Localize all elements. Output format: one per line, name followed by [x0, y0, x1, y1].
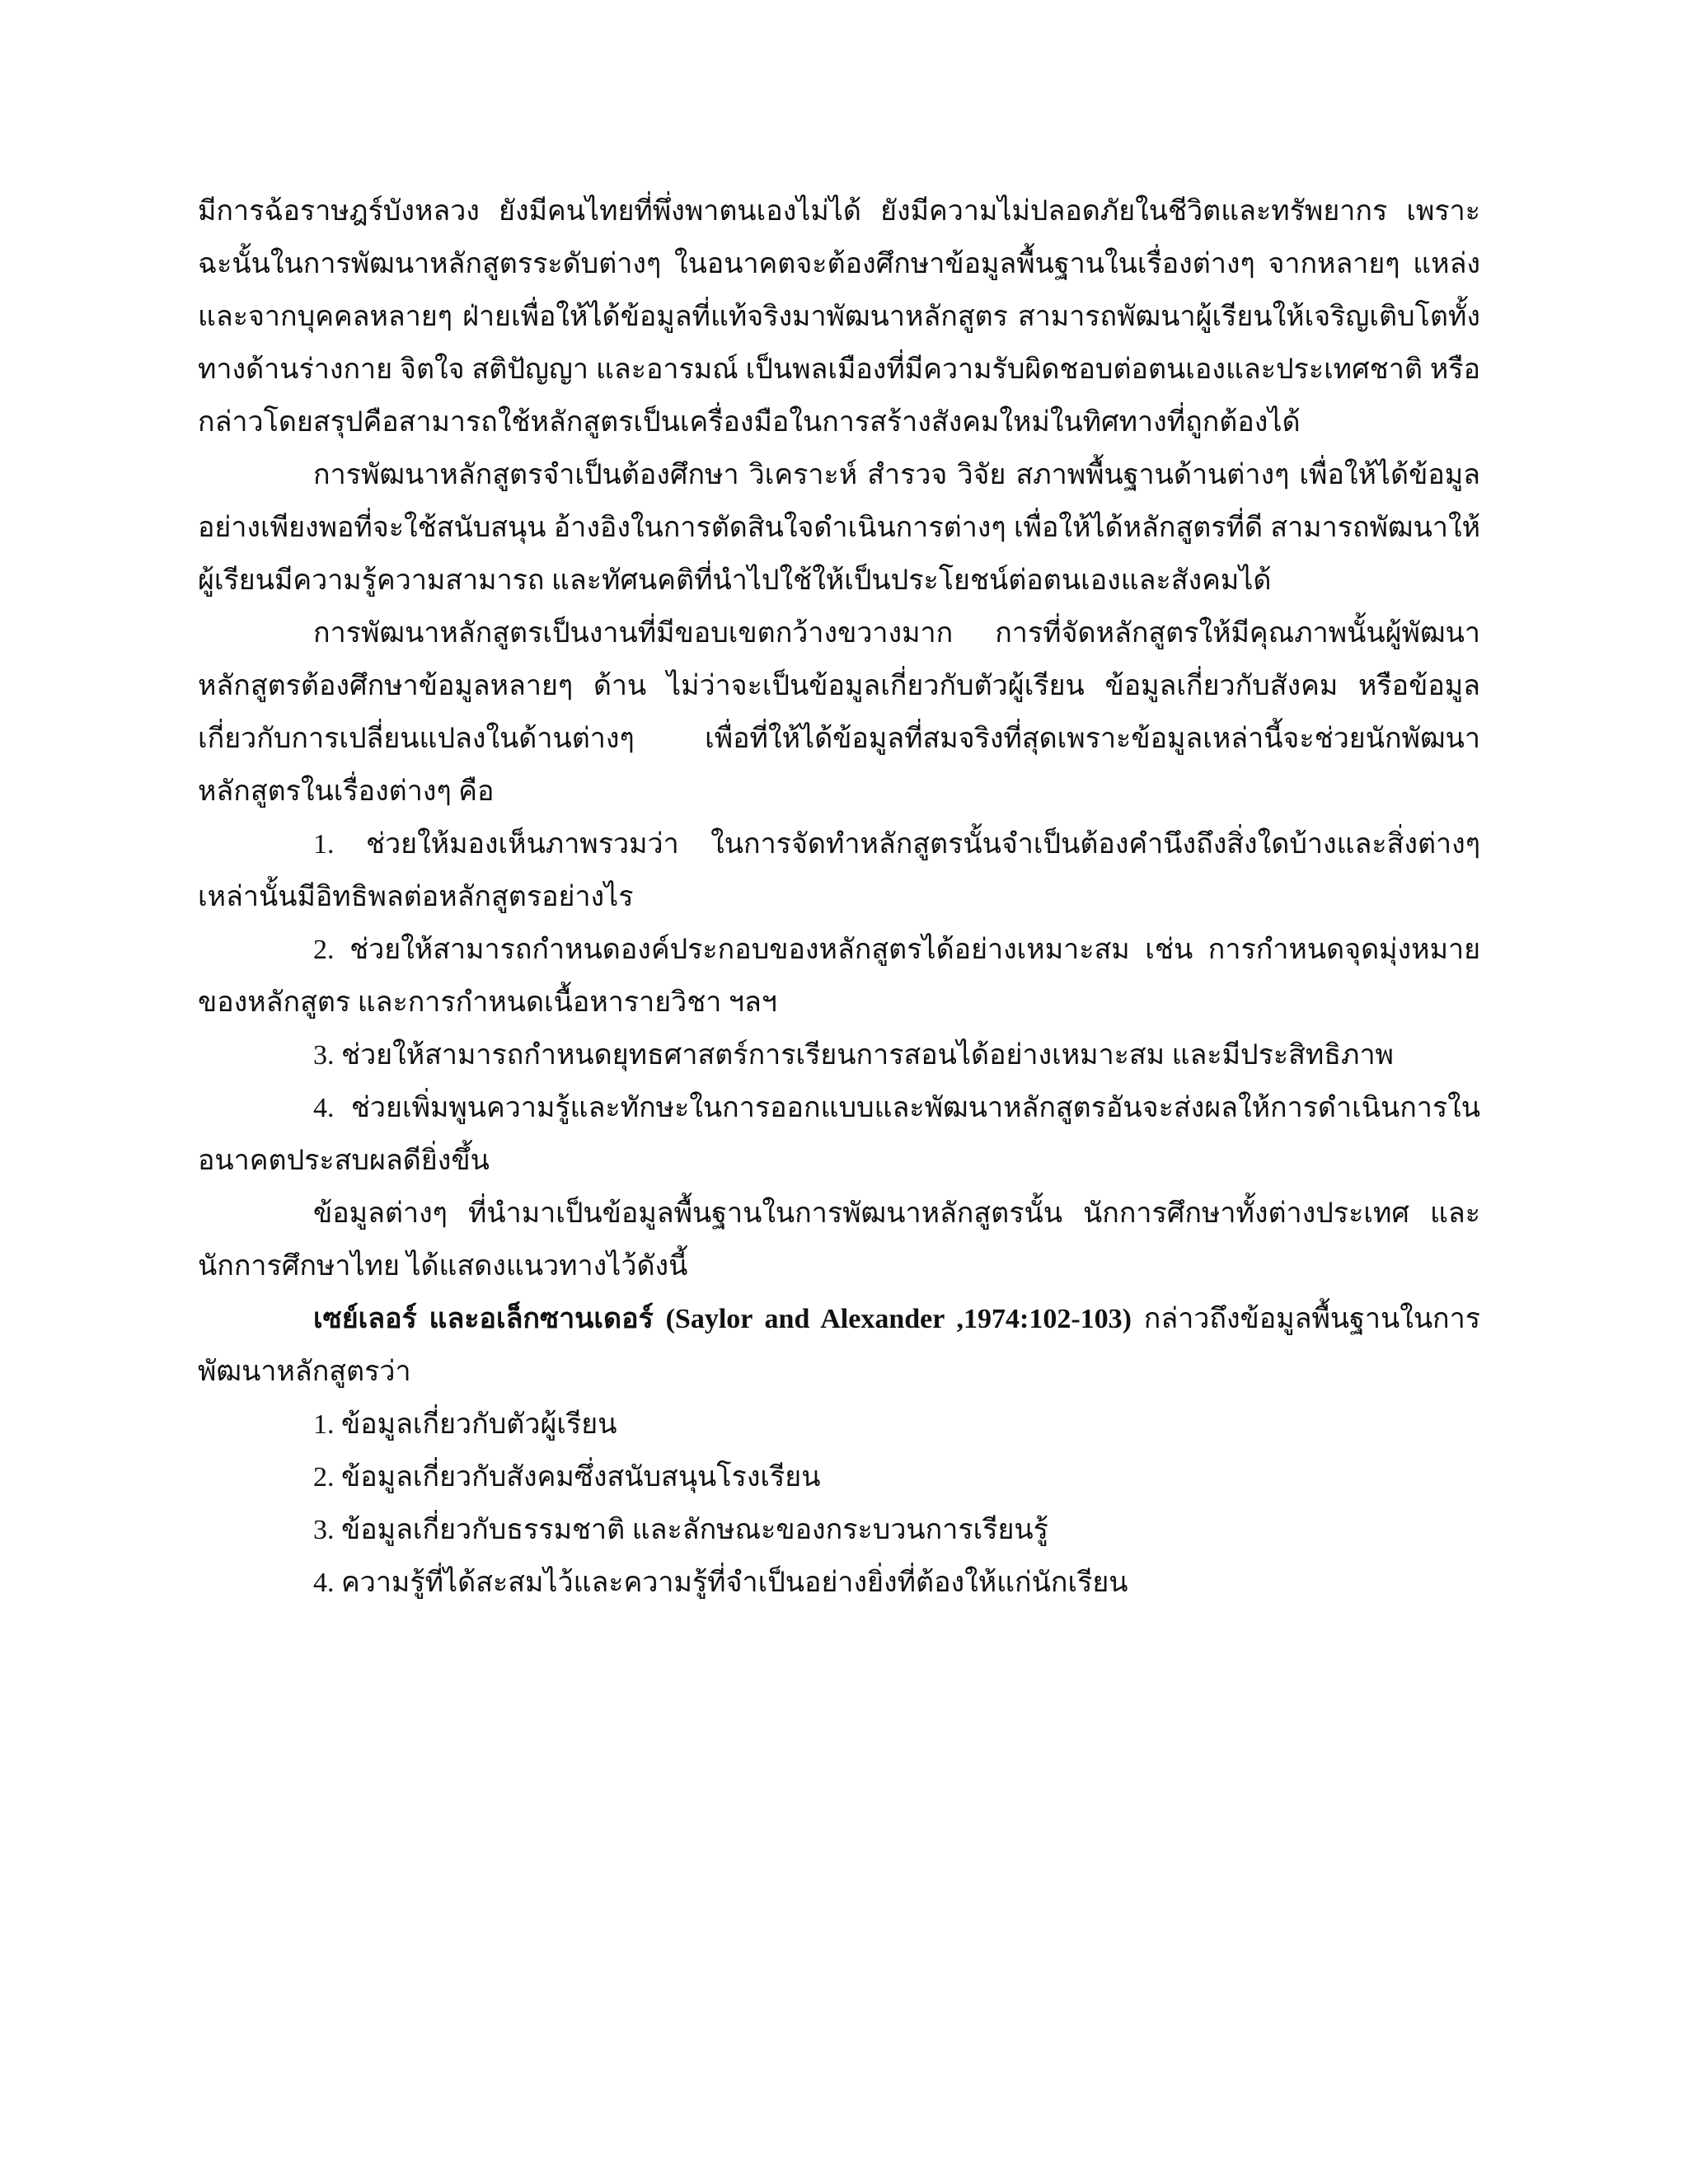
document-body: [198, 185, 1480, 1610]
saylor-paragraph-rest: กล่าวถึงข้อมูลพื้นฐานในการพัฒนาหลักสูตรว่า: [198, 1304, 1481, 1387]
paragraph-continuation: มีการฉ้อราษฎร์บังหลวง ยังมีคนไทยที่พึ่งพาตนเองไม่ได้ ยังมีความไม่ปลอดภัยในชีวิตและทรัพยากร เพราะฉะนั้นในการพัฒนาหลักสูตรระดับต่างๆ ในอนาคตจะต้องศึกษาข้อมูลพื้นฐานในเรื่องต่างๆ จากหลายๆ แหล่งและจากบุคคลหลายๆ ฝ่ายเพื่อให้ได้ข้อมูลที่แท้จริงมาพัฒนาหลักสูตร สามารถพัฒนาผู้เรียนให้เจริญเติบโตทั้งทางด้านร่างกาย จิตใจ สติปัญญา และอารมณ์ เป็นพลเมืองที่มีความรับผิดชอบต่อตนเองและประเทศชาติ หรือกล่าวโดยสรุปคือสามารถใช้หลักสูตรเป็นเครื่องมือในการสร้างสังคมใหม่ในทิศทางที่ถูกต้องได้: [198, 196, 1480, 438]
paragraph-curriculum-scope: การพัฒนาหลักสูตรเป็นงานที่มีขอบเขตกว้างขวางมาก การที่จัดหลักสูตรให้มีคุณภาพนั้นผู้พัฒนาหลักสูตรต้องศึกษาข้อมูลหลายๆ ด้าน ไม่ว่าจะเป็นข้อมูลเกี่ยวกับตัวผู้เรียน ข้อมูลเกี่ยวกับสังคม หรือข้อมูลเกี่ยวกับการเปลี่ยนแปลงในด้านต่างๆ เพื่อที่ให้ได้ข้อมูลที่สมจริงที่สุดเพราะข้อมูลเหล่านี้จะช่วยนักพัฒนาหลักสูตรในเรื่องต่างๆ คือ: [198, 618, 1480, 807]
benefit-item-4: 4. ช่วยเพิ่มพูนความรู้และทักษะในการออกแบบและพัฒนาหลักสูตรอันจะส่งผลให้การดำเนินการในอนาคตประสบผลดียิ่งขึ้น: [198, 1093, 1480, 1176]
benefit-item-3: 3. ช่วยให้สามารถกำหนดยุทธศาสตร์การเรียนการสอนได้อย่างเหมาะสม และมีประสิทธิภาพ: [313, 1040, 1394, 1071]
saylor-item-3: 3. ข้อมูลเกี่ยวกับธรรมชาติ และลักษณะของกระบวนการเรียนรู้: [313, 1515, 1048, 1545]
citation-saylor-alexander: เซย์เลอร์ และอเล็กซานเดอร์ (Saylor and Alexander ,1974:102-103): [313, 1304, 1132, 1334]
paragraph-saylor-alexander: [198, 1293, 1480, 1399]
benefit-item-1: 1. ช่วยให้มองเห็นภาพรวมว่า ในการจัดทำหลักสูตรนั้นจำเป็นต้องคำนึงถึงสิ่งใดบ้างและสิ่งต่างๆ เหล่านั้นมีอิทธิพลต่อหลักสูตรอย่างไร: [198, 829, 1480, 912]
saylor-item-1: 1. ข้อมูลเกี่ยวกับตัวผู้เรียน: [313, 1409, 617, 1440]
saylor-item-4: 4. ความรู้ที่ได้สะสมไว้และความรู้ที่จำเป็นอย่างยิ่งที่ต้องให้แก่นักเรียน: [313, 1568, 1128, 1598]
saylor-item-2: 2. ข้อมูลเกี่ยวกับสังคมซึ่งสนับสนุนโรงเรียน: [313, 1462, 821, 1493]
paragraph-basic-data-intro: ข้อมูลต่างๆ ที่นำมาเป็นข้อมูลพื้นฐานในการพัฒนาหลักสูตรนั้น นักการศึกษาทั้งต่างประเทศ และนักการศึกษาไทย ได้แสดงแนวทางไว้ดังนี้: [198, 1198, 1480, 1282]
benefit-item-2: 2. ช่วยให้สามารถกำหนดองค์ประกอบของหลักสูตรได้อย่างเหมาะสม เช่น การกำหนดจุดมุ่งหมายของหลักสูตร และการกำหนดเนื้อหารายวิชา ฯลฯ: [198, 935, 1480, 1018]
paragraph-curriculum-study: การพัฒนาหลักสูตรจำเป็นต้องศึกษา วิเคราะห์ สำรวจ วิจัย สภาพพื้นฐานด้านต่างๆ เพื่อให้ได้ข้อมูลอย่างเพียงพอที่จะใช้สนับสนุน อ้างอิงในการตัดสินใจดำเนินการต่างๆ เพื่อให้ได้หลักสูตรที่ดี สามารถพัฒนาให้ผู้เรียนมีความรู้ความสามารถ และทัศนคติที่นำไปใช้ให้เป็นประโยชน์ต่อตนเองและสังคมได้: [198, 460, 1480, 596]
